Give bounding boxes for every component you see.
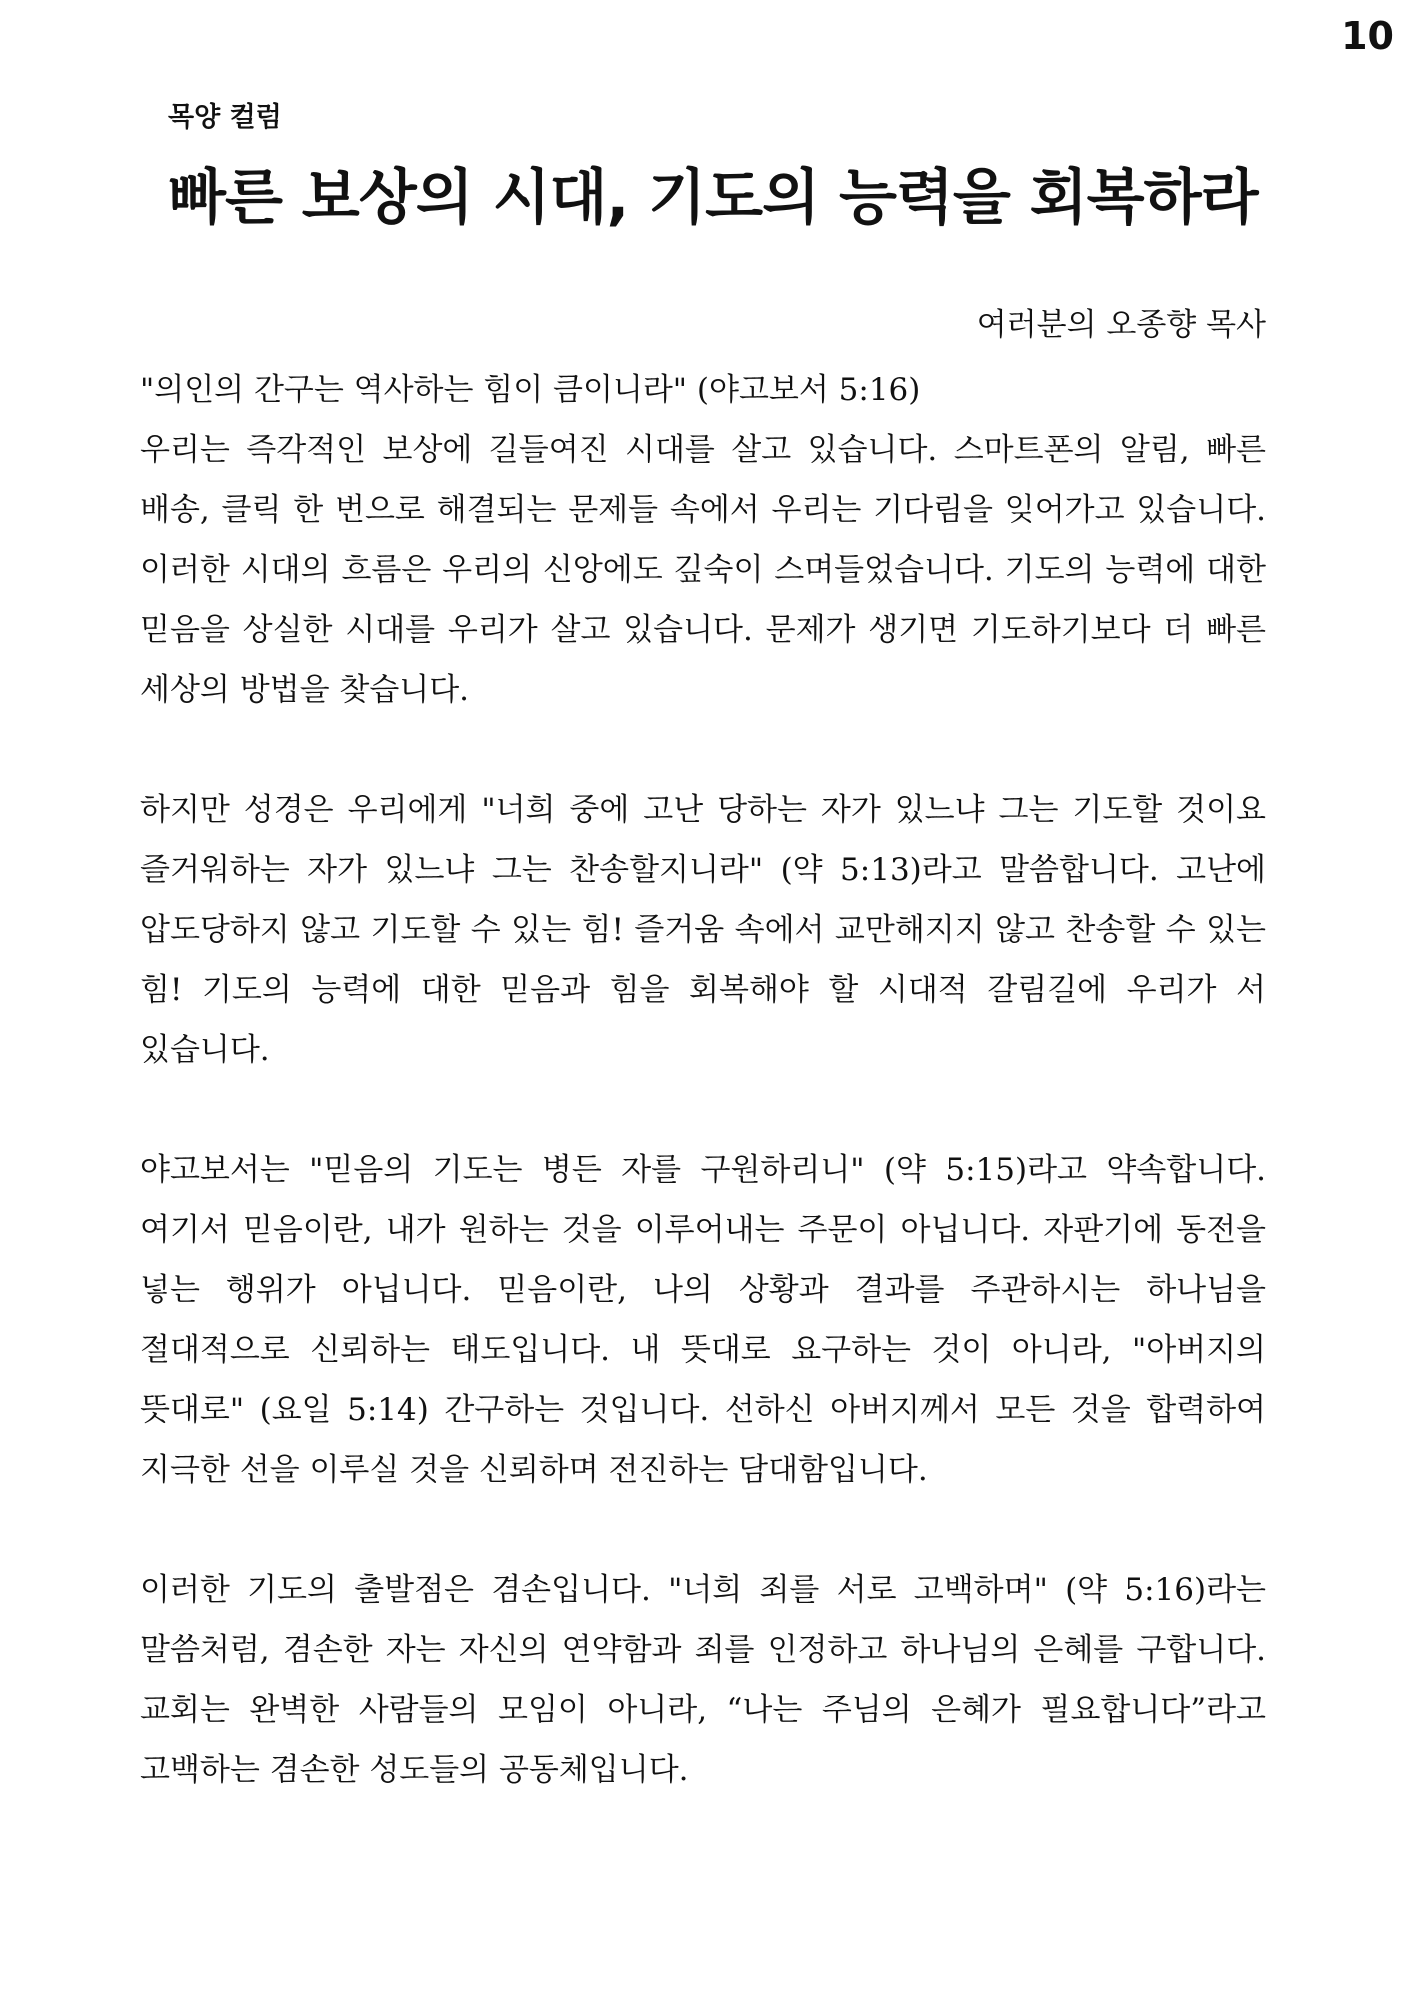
author-byline: 여러분의 오종향 목사 bbox=[976, 307, 1266, 343]
scripture-quote: "의인의 간구는 역사하는 힘이 큼이니라" (야고보서 5:16) bbox=[140, 372, 921, 408]
article-paragraph-4: 이러한 기도의 출발점은 겸손입니다. "너희 죄를 서로 고백하며" (약 5:16)라는 말씀처럼, 겸손한 자는 자신의 연약함과 죄를 인정하고 하나님의 은혜를 구합니다. 교회는 완벽한 사람들의 모임이 아니라, “나는 주님의 은혜가 필요합니다”라고 고백하는 겸손한 성도들의 공동체입니다. bbox=[140, 1572, 1266, 1788]
article-paragraph-2: 하지만 성경은 우리에게 "너희 중에 고난 당하는 자가 있느냐 그는 기도할 것이요 즐거워하는 자가 있느냐 그는 찬송할지니라" (약 5:13)라고 말씀합니다. 고난에 압도당하지 않고 기도할 수 있는 힘! 즐거움 속에서 교만해지지 않고 찬송할 수 있는 힘! 기도의 능력에 대한 믿음과 힘을 회복해야 할 시대적 갈림길에 우리가 서 있습니다. bbox=[140, 792, 1266, 1068]
article-body bbox=[140, 360, 1266, 1800]
article-paragraph-1 bbox=[140, 360, 1266, 720]
article-headline: 빠른 보상의 시대, 기도의 능력을 회복하라 bbox=[168, 163, 1258, 233]
paragraph-text: 우리는 즉각적인 보상에 길들여진 시대를 살고 있습니다. 스마트폰의 알림, 빠른 배송, 클릭 한 번으로 해결되는 문제들 속에서 우리는 기다림을 잊어가고 있습니다. 이러한 시대의 흐름은 우리의 신앙에도 깊숙이 스며들었습니다. 기도의 능력에 대한 믿음을 상실한 시대를 우리가 살고 있습니다. 문제가 생기면 기도하기보다 더 빠른 세상의 방법을 찾습니다. bbox=[140, 432, 1266, 708]
page-number: 10 bbox=[1341, 14, 1394, 58]
column-label: 목양 컬럼 bbox=[168, 102, 282, 133]
article-paragraph-3: 야고보서는 "믿음의 기도는 병든 자를 구원하리니" (약 5:15)라고 약속합니다. 여기서 믿음이란, 내가 원하는 것을 이루어내는 주문이 아닙니다. 자판기에 동전을 넣는 행위가 아닙니다. 믿음이란, 나의 상황과 결과를 주관하시는 하나님을 절대적으로 신뢰하는 태도입니다. 내 뜻대로 요구하는 것이 아니라, "아버지의 뜻대로" (요일 5:14) 간구하는 것입니다. 선하신 아버지께서 모든 것을 합력하여 지극한 선을 이루실 것을 신뢰하며 전진하는 담대함입니다. bbox=[140, 1152, 1266, 1488]
